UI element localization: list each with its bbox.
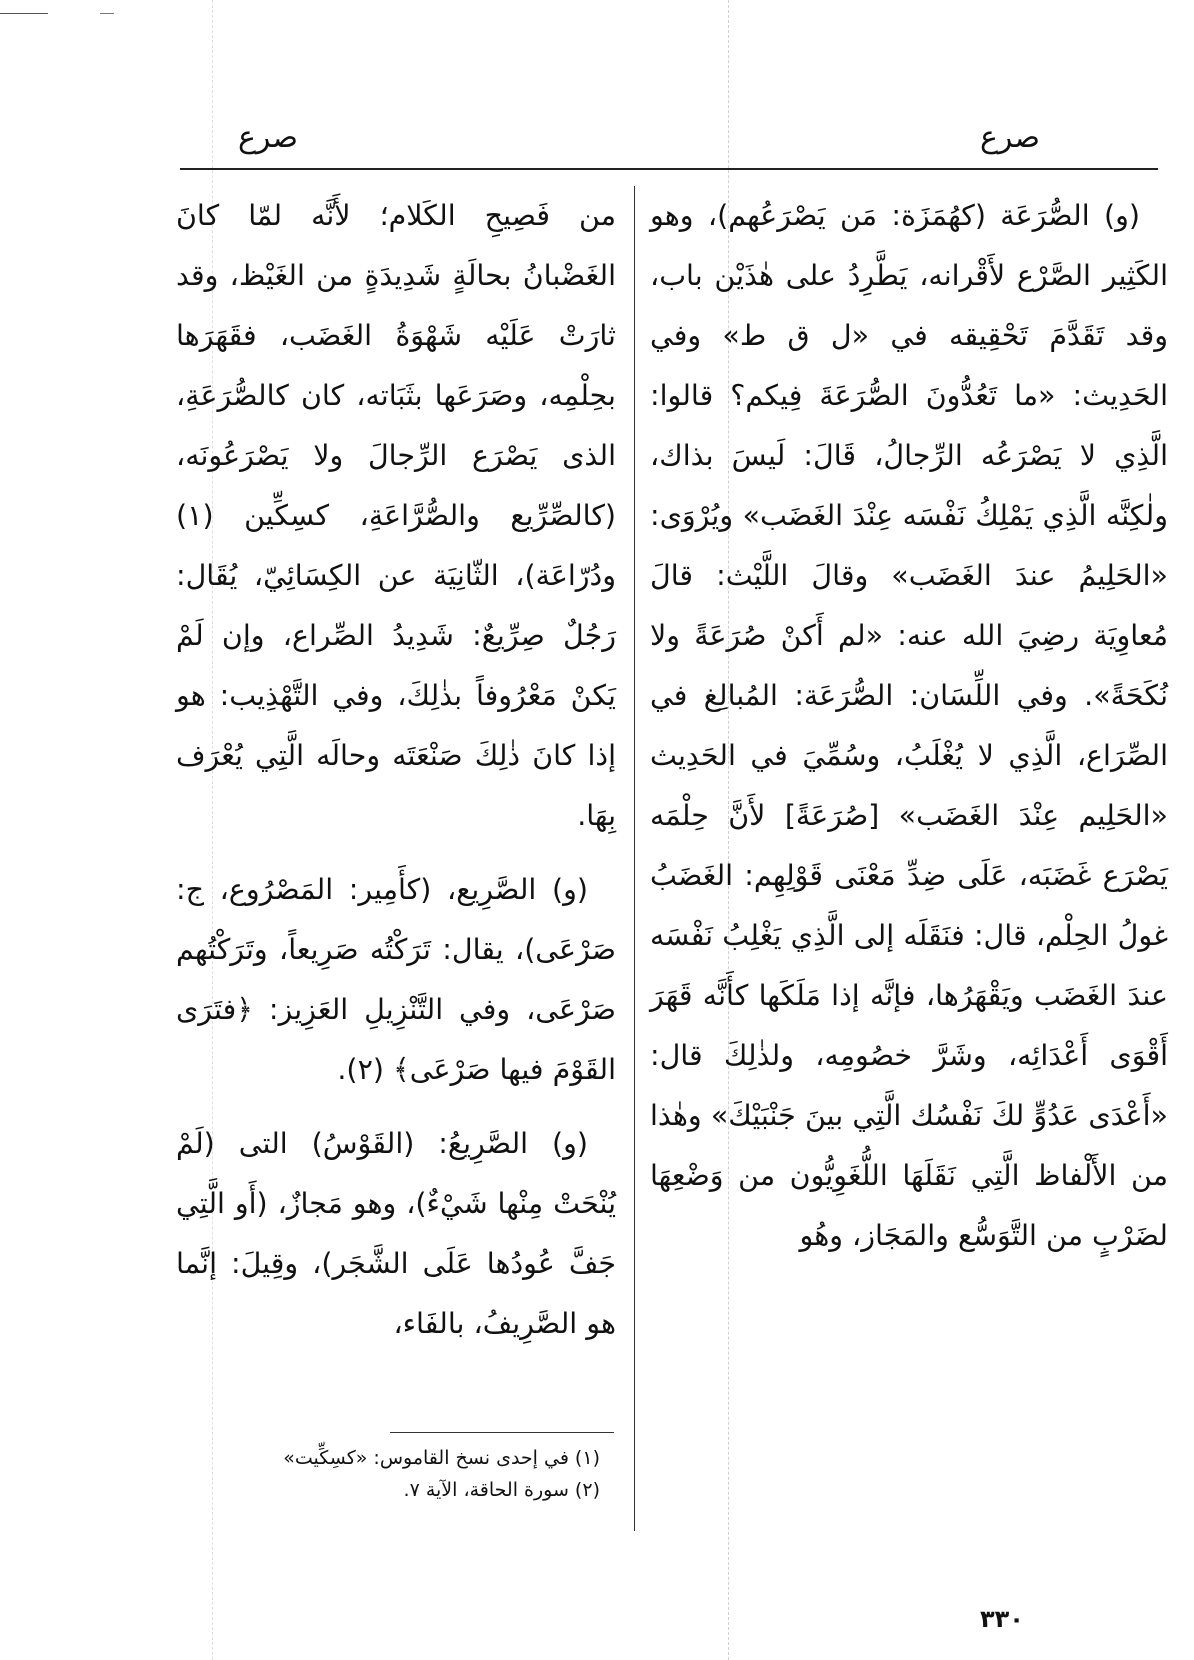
header-rule xyxy=(180,168,1158,170)
left-column-paragraph: (و) الصَّرِيعُ: (القَوْسُ) التى (لَمْ يُنْحَتْ مِنْها شَيْءٌ)، وهو مَجازٌ، (أَو الَّتِي جَفَّ عُودُها عَلَى الشَّجَر)، وقِيلَ: إنَّما هو الصَّرِيفُ، بالفَاء، xyxy=(176,1127,616,1340)
left-column xyxy=(176,186,616,1354)
running-head-left: صرع xyxy=(238,120,298,155)
footnotes xyxy=(176,1442,616,1506)
footnote: (٢) سورة الحاقة، الآية ٧. xyxy=(403,1479,600,1501)
left-column-paragraph: (و) الصَّرِيع، (كأَمِير: المَصْرُوع، ج: صَرْعَى)، يقال: تَرَكْتُه صَرِيعاً، وتَرَكْتُهم صَرْعَى، وفي التَّنْزِيلِ العَزِيز: ﴿فتَرَى القَوْمَ فيها صَرْعَى﴾ (٢). xyxy=(176,873,616,1086)
right-column xyxy=(650,186,1168,1266)
scan-edge-tick xyxy=(100,13,114,14)
scan-edge-line xyxy=(0,13,48,14)
left-column-paragraph: من فَصِيحِ الكَلام؛ لأَنَّه لمّا كانَ الغَضْبانُ بحالَةٍ شَدِيدَةٍ من الغَيْظ، وقد ثارَتْ عَلَيْه شَهْوَةُ الغَضَب، فقَهَرَها بحِلْمِه، وصَرَعَها بثَبَاته، كان كالصُّرَعَةِ، الذى يَصْرَع الرِّجالَ ولا يَصْرَعُونَه، (كالصِّرِّيع والصُّرَّاعَةِ، كسِكِّين (١) ودُرّاعَة)، الثّانِيَة عن الكِسَائِيّ، يُقَال: رَجُلٌ صِرِّيعٌ: شَدِيدُ الصِّراع، وإن لَمْ يَكنْ مَعْرُوفاً بذٰلِكَ، وفي التَّهْذِيب: هو إذا كانَ ذٰلِكَ صَنْعَتَه وحالَه الَّتِي يُعْرَف بِهَا. xyxy=(176,199,616,832)
right-column-paragraph: (و) الصُّرَعَة (كهُمَزَة: مَن يَصْرَعُهم)، وهو الكَثِير الصَّرْع لأَقْرانه، يَطَّرِدُ على هٰذَيْن باب، وقد تَقَدَّمَ تَحْقِيقه في «ل ق ط» وفي الحَدِيث: «ما تَعُدُّونَ الصُّرَعَةَ فِيكم؟ قالوا: الَّذِي لا يَصْرَعُه الرِّجالُ، قَالَ: لَيسَ بذاك، ولٰكِنَّه الَّذِي يَمْلِكُ نَفْسَه عِنْدَ الغَضَب» ويُرْوَى: «الحَلِيمُ عندَ الغَضَب» وقالَ اللَّيْث: قالَ مُعاوِيَة رضِيَ الله عنه: «لم أَكنْ صُرَعَةً ولا نُكَحَةً». وفي اللِّسَان: الصُّرَعَة: المُبالِغ في الصِّرَاع، الَّذِي لا يُغْلَبُ، وسُمِّيَ في الحَدِيث «الحَلِيم عِنْدَ الغَضَب» [صُرَعَةً] لأَنَّ حِلْمَه يَصْرَع غَضَبَه، عَلَى ضِدِّ مَعْنَى قَوْلِهِم: الغَضَبُ غولُ الحِلْم، قال: فنَقَلَه إلى الَّذِي يَغْلِبُ نَفْسَه عندَ الغَضَب ويَقْهَرُها، فإنَّه إذا مَلَكَها كأَنَّه قَهَرَ أَقْوَى أَعْدَائِه، وشَرَّ خصُومِه، ولذٰلِكَ قال: «أَعْدَى عَدُوٍّ لكَ نَفْسُك الَّتِي بينَ جَنْبَيْكَ» وهٰذا من الأَلْفاظ الَّتِي نَقَلَهَا اللُّغَوِيُّون من وَضْعِهَا لضَرْبٍ من التَّوَسُّع والمَجَاز، وهُو xyxy=(650,199,1168,1252)
column-divider xyxy=(634,186,635,1531)
running-head-right: صرع xyxy=(980,120,1040,155)
footnote: (١) في إحدى نسخ القاموس: «كسِكِّيت» xyxy=(283,1447,600,1469)
page-number: ٣٣٠ xyxy=(980,1605,1024,1633)
footnote-rule xyxy=(390,1432,614,1433)
